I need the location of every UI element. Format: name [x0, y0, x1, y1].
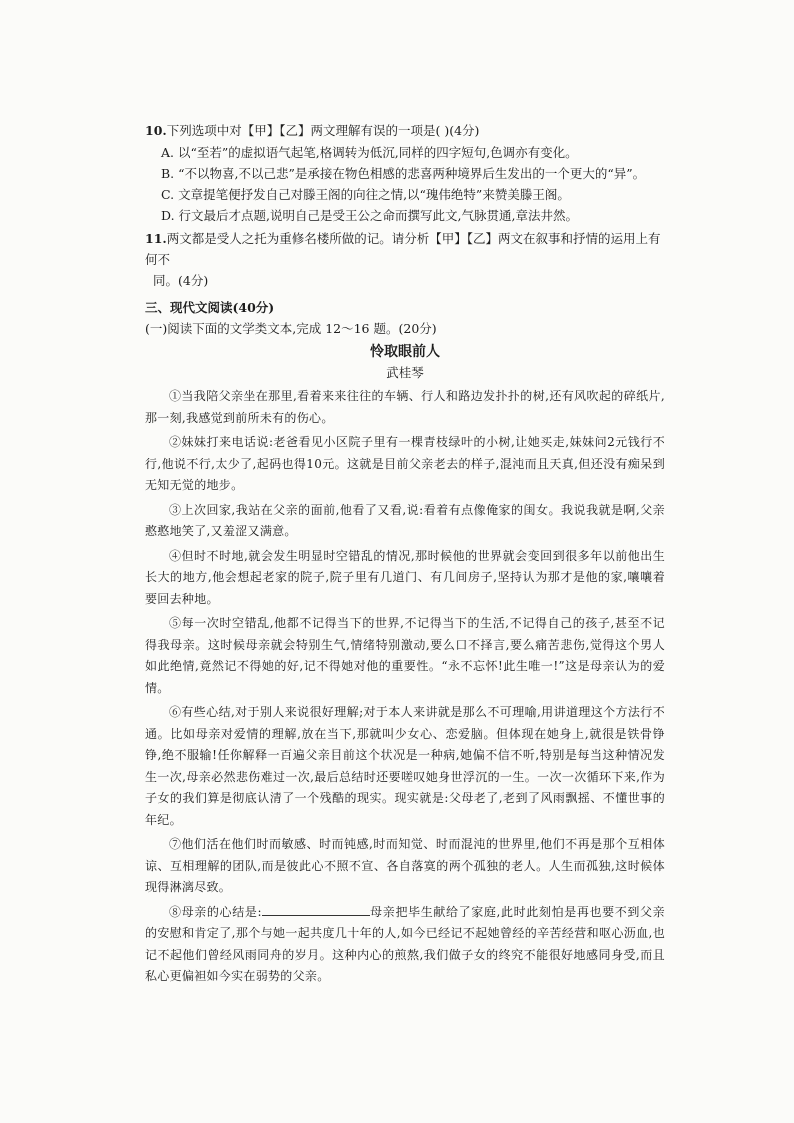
paragraph-8-lead: ⑧母亲的心结是:: [169, 904, 262, 919]
option-b: B. “不以物喜,不以己悲”是承接在物色相感的悲喜两种境界后生发出的一个更大的“异”。: [161, 166, 646, 181]
question-10: [145, 120, 665, 142]
question-stem-line1: 两文都是受人之托为重修名楼所做的记。请分析【甲】【乙】两文在叙事和抒情的运用上有何不: [145, 231, 661, 267]
paragraph-1: ①当我陪父亲坐在那里,看着来来往往的车辆、行人和路边发扑扑的树,还有风吹起的碎纸片,那一刻,我感觉到前所未有的伤心。: [145, 389, 665, 425]
article-title: 怜取眼前人: [370, 344, 440, 360]
answer-blank[interactable]: [262, 904, 370, 916]
paragraph-3: ③上次回家,我站在父亲的面前,他看了又看,说:看着有点像俺家的闺女。我说我就是啊,父亲憨憨地笑了,又羞涩又满意。: [145, 502, 665, 538]
paragraph-7: ⑦他们活在他们时而敏感、时而钝感,时而知觉、时而混沌的世界里,他们不再是那个互相体谅、互相理解的团队,而是彼此心不照不宣、各自落寞的两个孤独的老人。人生而孤独,这时候体现得淋漓尽致。: [145, 837, 665, 894]
paragraph-8-rest: 母亲把毕生献给了家庭,此时此刻怕是再也要不到父亲的安慰和肯定了,那个与她一起共度几十年的人,如今已经记不起她曾经的辛苦经营和呕心沥血,也记不起他们曾经风雨同舟的岁月。这种内心的煎熬,我们做子女的终究不能很好地感同身受,而且私心更偏袒如今实在弱势的父亲。: [145, 904, 665, 983]
article-author: 武桂琴: [386, 365, 424, 380]
question-number: 10.: [145, 123, 167, 138]
subsection-heading: (一)阅读下面的文学类文本,完成 12～16 题。(20分): [145, 321, 437, 336]
page-content: [145, 120, 665, 988]
paragraph-4: ④但时不时地,就会发生明显时空错乱的情况,那时候他的世界就会变回到很多年以前他出生长大的地方,他会想起老家的院子,院子里有几道门、有几间房子,坚持认为那才是他的家,嚷嚷着要回去种地。: [145, 548, 665, 606]
option-d: D. 行文最后才点题,说明自己是受王公之命而撰写此文,气脉贯通,章法井然。: [161, 208, 578, 223]
paragraph-5: ⑤每一次时空错乱,他都不记得当下的世界,不记得当下的生活,不记得自己的孩子,甚至不记得我母亲。这时候母亲就会特别生气,情绪特别激动,要么口不择言,要么痛苦悲伤,觉得这个男人如此绝情,竟然记不得她的好,记不得她对他的重要性。“永不忘怀!此生唯一!”这是母亲认为的爱情。: [145, 616, 665, 695]
paragraph-8: [145, 902, 665, 988]
question-number: 11.: [145, 231, 167, 246]
question-stem: 下列选项中对【甲】【乙】两文理解有误的一项是( )(4分): [166, 123, 480, 138]
question-stem-line2: 同。(4分): [153, 273, 209, 288]
option-c: C. 文章提笔便抒发自己对滕王阁的向往之情,以“瑰伟绝特”来赞美滕王阁。: [161, 187, 570, 202]
section-heading: 三、现代文阅读(40分): [145, 300, 275, 315]
paragraph-6: ⑥有些心结,对于别人来说很好理解;对于本人来讲就是那么不可理喻,用讲道理这个方法行不通。比如母亲对爱情的理解,放在当下,那就叫少女心、恋爱脑。但体现在她身上,就很是铁骨铮铮,绝不服输!任你解释一百遍父亲目前这个状况是一种病,她偏不信不听,特别是每当这种情况发生一次,母亲必然悲伤难过一次,最后总结时还要嗟叹她身世浮沉的一生。一次一次循环下来,作为子女的我们算是彻底认清了一个残酷的现实。现实就是:父母老了,老到了风雨飘摇、不懂世事的年纪。: [145, 705, 665, 827]
option-a: A. 以“至若”的虚拟语气起笔,格调转为低沉,同样的四字短句,色调亦有变化。: [161, 145, 578, 160]
paragraph-2: ②妹妹打来电话说:老爸看见小区院子里有一棵青枝绿叶的小树,让她买走,妹妹问2元钱行不行,他说不行,太少了,起码也得10元。这就是目前父亲老去的样子,混沌而且天真,但还没有痴呆到无知无觉的地步。: [145, 435, 665, 492]
question-11: [145, 228, 665, 291]
